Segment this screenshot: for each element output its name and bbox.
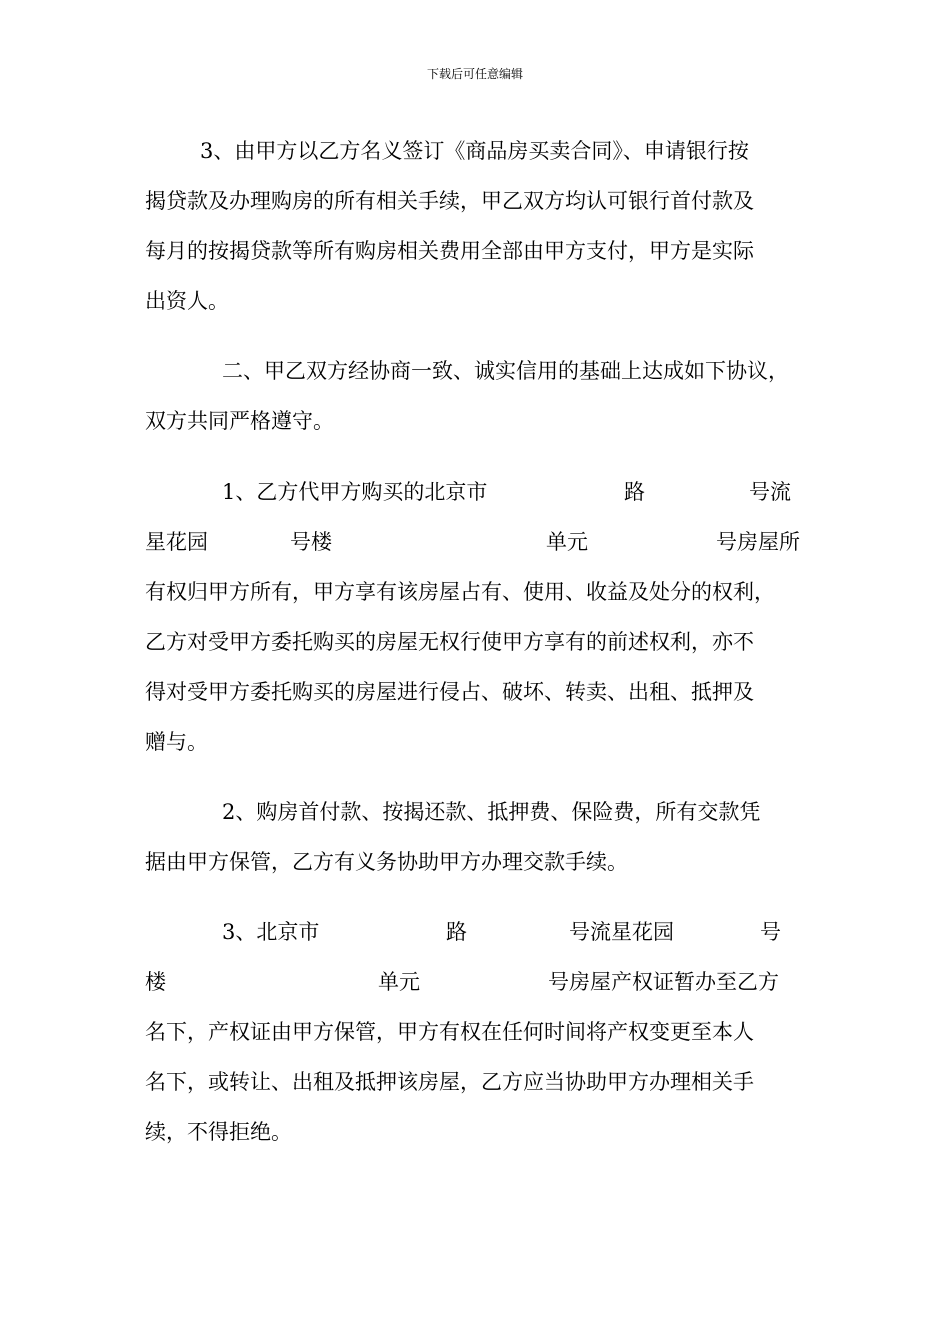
p2-line-2: 双方共同严格遵守。 (145, 409, 334, 433)
p5-line-3: 名下，产权证由甲方保管，甲方有权在任何时间将产权变更至本人 (145, 1020, 754, 1044)
p3-line-6: 赠与。 (145, 730, 208, 754)
p5-line-1-road: 路 (446, 920, 467, 944)
p5-line-2-room: 号房屋产权证暂办至乙方 (548, 970, 779, 994)
p5-line-1-number: 号 (760, 920, 781, 944)
p5-line-5: 续，不得拒绝。 (145, 1120, 292, 1144)
p5-line-2-building: 楼 (145, 970, 166, 994)
p3-line-3: 有权归甲方所有，甲方享有该房屋占有、使用、收益及处分的权利， (145, 580, 775, 604)
p1-line-4: 出资人。 (145, 289, 229, 313)
p5-line-2-unit: 单元 (378, 970, 420, 994)
p3-line-4: 乙方对受甲方委托购买的房屋无权行使甲方享有的前述权利，亦不 (145, 630, 754, 654)
p1-line-1: 3、由甲方以乙方名义签订《商品房买卖合同》、申请银行按 (200, 139, 749, 163)
p4-line-2: 据由甲方保管，乙方有义务协助甲方办理交款手续。 (145, 850, 628, 874)
p2-line-1: 二、甲乙双方经协商一致、诚实信用的基础上达成如下协议， (222, 359, 789, 383)
p1-line-3: 每月的按揭贷款等所有购房相关费用全部由甲方支付，甲方是实际 (145, 239, 754, 263)
p3-line-2-room: 号房屋所 (716, 530, 800, 554)
p4-line-1: 2、购房首付款、按揭还款、抵押费、保险费，所有交款凭 (222, 800, 761, 824)
p5-line-1-city: 3、北京市 (222, 920, 320, 944)
p5-line-1-garden: 号流星花园 (569, 920, 674, 944)
p3-line-1-text: 1、乙方代甲方购买的北京市 (222, 480, 488, 504)
p3-line-1-number: 号流 (749, 480, 791, 504)
p3-line-1 (0, 477, 950, 507)
p3-line-2-unit: 单元 (546, 530, 588, 554)
p3-line-2 (0, 527, 950, 557)
p5-line-2 (0, 967, 950, 997)
p3-line-1-road: 路 (624, 480, 645, 504)
p1-line-2: 揭贷款及办理购房的所有相关手续，甲乙双方均认可银行首付款及 (145, 189, 754, 213)
page-header: 下载后可任意编辑 (426, 67, 523, 81)
p5-line-1 (0, 917, 950, 947)
p5-line-4: 名下，或转让、出租及抵押该房屋，乙方应当协助甲方办理相关手 (145, 1070, 754, 1094)
p3-line-2-building: 号楼 (290, 530, 332, 554)
p3-line-5: 得对受甲方委托购买的房屋进行侵占、破坏、转卖、出租、抵押及 (145, 680, 754, 704)
p3-line-2-garden: 星花园 (145, 530, 208, 554)
